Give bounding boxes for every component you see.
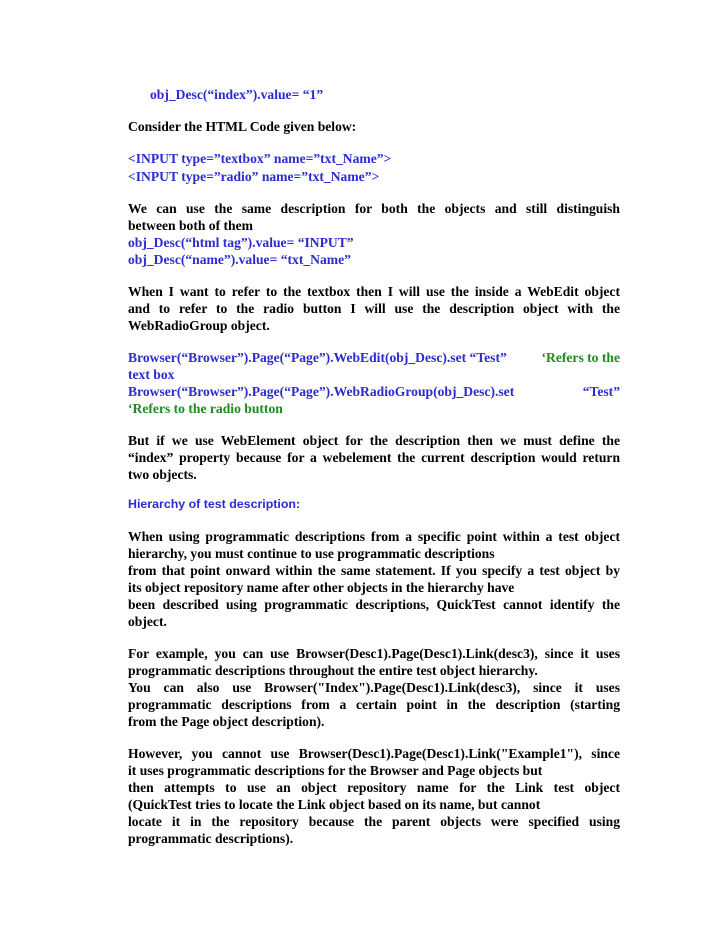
paragraph-line: “index” property because for a webelement the current description would return (128, 450, 620, 465)
code-statement (128, 349, 620, 366)
paragraph-line: object. (128, 614, 167, 629)
paragraph-line: (QuickTest tries to locate the Link object based on its name, but cannot (128, 797, 541, 812)
paragraph-line: from the Page object description). (128, 714, 325, 729)
paragraph-line: and to refer to the radio button I will use the description object with the (128, 301, 620, 316)
paragraph-line: We can use the same description for both the objects and still distinguish (128, 201, 620, 216)
code-comment: ‘Refers to the (541, 350, 620, 365)
code-comment: ‘Refers to the radio button (128, 401, 283, 416)
paragraph-line: then attempts to use an object repository name for the Link test object (128, 780, 620, 795)
code-line: <INPUT type=”textbox” name=”txt_Name”> (128, 151, 392, 166)
paragraph-line: programmatic descriptions throughout the entire test object hierarchy. (128, 663, 538, 678)
paragraph-line: it uses programmatic descriptions for the Browser and Page objects but (128, 763, 543, 778)
paragraph-line: Consider the HTML Code given below: (128, 119, 357, 134)
paragraph-line: When I want to refer to the textbox then I will use the inside a WebEdit object (128, 284, 620, 299)
paragraph-line: But if we use WebElement object for the description then we must define the (128, 433, 620, 448)
paragraph-line: been described using programmatic descriptions, QuickTest cannot identify the (128, 597, 620, 612)
code-line: obj_Desc(“html tag”).value= “INPUT” (128, 235, 354, 250)
paragraph-line: locate it in the repository because the parent objects were specified using (128, 814, 620, 829)
code-text: Browser(“Browser”).Page(“Page”).WebRadioGroup(obj_Desc).set (128, 384, 515, 399)
paragraph-line: WebRadioGroup object. (128, 318, 270, 333)
section-heading: Hierarchy of test description: (128, 497, 301, 511)
paragraph-line: programmatic descriptions). (128, 831, 294, 846)
paragraph-line: When using programmatic descriptions from a specific point within a test object (128, 529, 620, 544)
code-line: text box (128, 367, 175, 382)
code-line: obj_Desc(“index”).value= “1” (150, 87, 324, 102)
paragraph-line: You can also use Browser("Index").Page(Desc1).Link(desc3), since it uses (128, 680, 620, 695)
paragraph-line: hierarchy, you must continue to use programmatic descriptions (128, 546, 495, 561)
code-statement (128, 383, 620, 400)
code-text: “Test” (582, 384, 620, 399)
paragraph-line: programmatic descriptions from a certain point in the description (starting (128, 697, 620, 712)
paragraph-line: For example, you can use Browser(Desc1).Page(Desc1).Link(desc3), since it uses (128, 646, 620, 661)
code-line: obj_Desc(“name”).value= “txt_Name” (128, 252, 351, 267)
code-text: Browser(“Browser”).Page(“Page”).WebEdit(obj_Desc).set “Test” (128, 350, 507, 365)
paragraph-line: from that point onward within the same statement. If you specify a test object by (128, 563, 620, 578)
paragraph-line: two objects. (128, 467, 197, 482)
paragraph-line: its object repository name after other objects in the hierarchy have (128, 580, 515, 595)
code-line: <INPUT type=”radio” name=”txt_Name”> (128, 169, 380, 184)
paragraph-line: between both of them (128, 218, 253, 233)
paragraph-line: However, you cannot use Browser(Desc1).Page(Desc1).Link("Example1"), since (128, 746, 620, 761)
